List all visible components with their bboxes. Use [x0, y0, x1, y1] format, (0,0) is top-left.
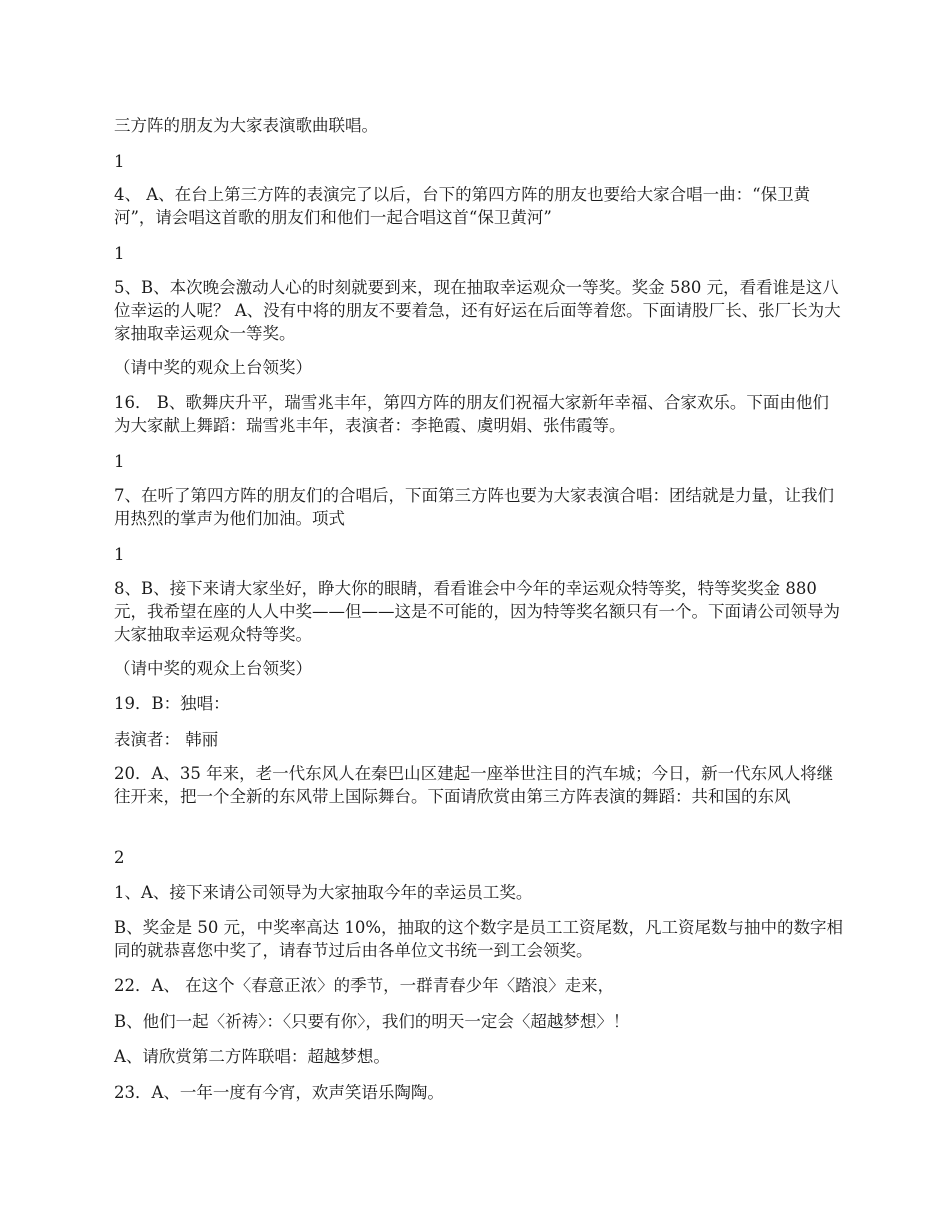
paragraph: 三方阵的朋友为大家表演歌曲联唱。 [114, 116, 378, 135]
section-number: 1 [114, 452, 125, 471]
paragraph: 23．A、一年一度有今宵，欢声笑语乐陶陶。 [114, 1083, 444, 1102]
paragraph: 22．A、 在这个〈春意正浓〉的季节，一群青春少年〈踏浪〉走来， [114, 976, 615, 995]
paragraph: 5、B、本次晚会激动人心的时刻就要到来，现在抽取幸运观众一等奖。奖金 580 元，看看谁是这八位幸运的人呢？ A、没有中将的朋友不要着急，还有好运在后面等着您。下面请股厂长、张厂长为大家抽取幸运观众一等奖。 [114, 278, 841, 343]
paragraph: B、奖金是 50 元，中奖率高达 10%，抽取的这个数字是员工工资尾数，凡工资尾数与抽中的数字相同的就恭喜您中奖了，请春节过后由各单位文书统一到工会领奖。 [114, 918, 844, 960]
paragraph: 16． B、歌舞庆升平，瑞雪兆丰年，第四方阵的朋友们祝福大家新年幸福、合家欢乐。下面由他们为大家献上舞蹈：瑞雪兆丰年，表演者：李艳霞、虞明娟、张伟霞等。 [114, 393, 829, 435]
paragraph: 1、A、接下来请公司领导为大家抽取今年的幸运员工奖。 [114, 883, 533, 902]
section-number: 2 [114, 848, 125, 867]
paragraph: 7、在听了第四方阵的朋友们的合唱后，下面第三方阵也要为大家表演合唱：团结就是力量，让我们用热烈的掌声为他们加油。项式 [114, 486, 834, 528]
section-number: 1 [114, 545, 125, 564]
section-number: 1 [114, 244, 125, 263]
paragraph: 表演者： 韩丽 [114, 730, 219, 749]
paragraph: 19．B：独唱： [114, 694, 230, 713]
paragraph: 4、 A、在台上第三方阵的表演完了以后，台下的第四方阵的朋友也要给大家合唱一曲：“保卫黄河”，请会唱这首歌的朋友们和他们一起合唱这首“保卫黄河” [114, 185, 811, 227]
paragraph: B、他们一起〈祈祷〉：〈只要有你〉，我们的明天一定会〈超越梦想〉！ [114, 1012, 630, 1031]
section-number: 1 [114, 152, 125, 171]
paragraph: A、请欣赏第二方阵联唱：超越梦想。 [114, 1047, 390, 1066]
paragraph: 8、B、接下来请大家坐好，睁大你的眼睛，看看谁会中今年的幸运观众特等奖，特等奖奖金 880 元，我希望在座的人人中奖——但——这是不可能的，因为特等奖名额只有一个。下面请公司领导为大家抽取幸运观众特等奖。 [114, 579, 840, 644]
paragraph: （请中奖的观众上台领奖） [114, 659, 312, 678]
paragraph: 20．A、35 年来，老一代东风人在秦巴山区建起一座举世注目的汽车城；今日，新一代东风人将继往开来，把一个全新的东风带上国际舞台。下面请欣赏由第三方阵表演的舞蹈：共和国的东风 [114, 764, 834, 806]
paragraph: （请中奖的观众上台领奖） [114, 358, 312, 377]
